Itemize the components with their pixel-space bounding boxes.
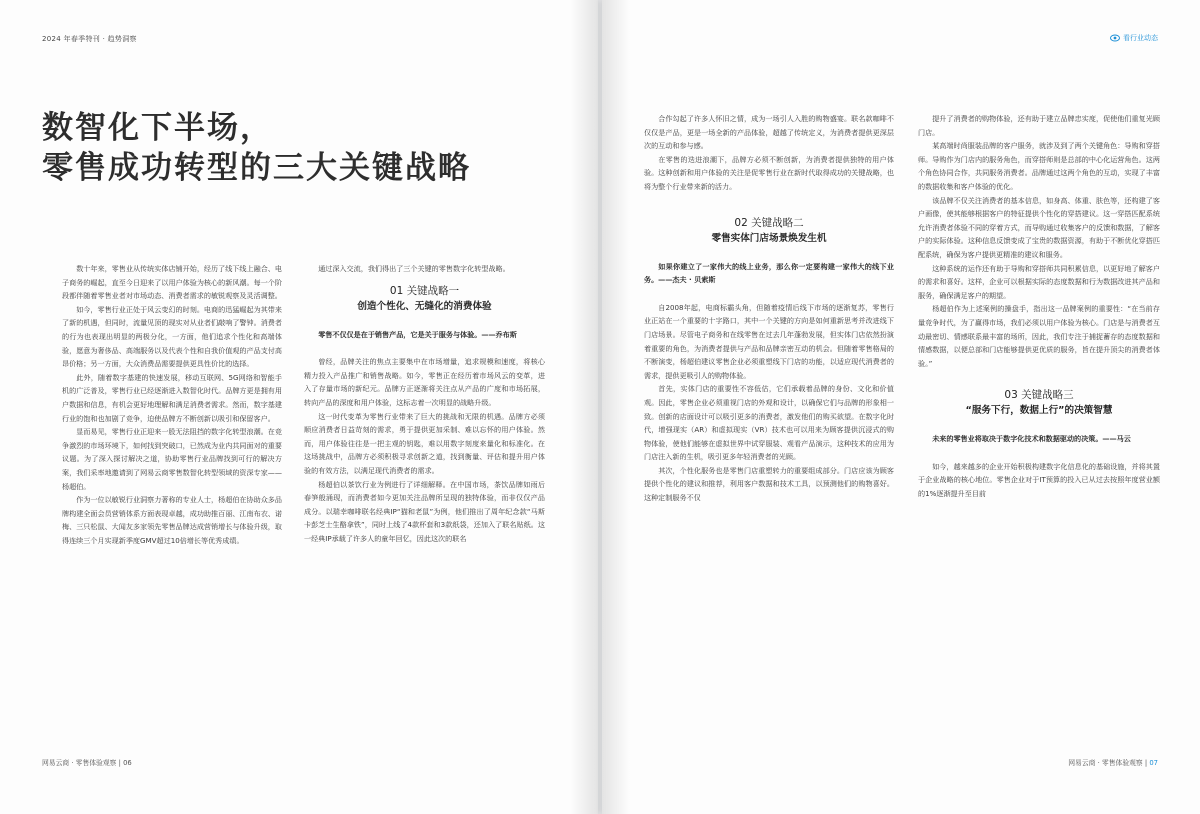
section-name: 零售实体门店场景焕发生机: [711, 232, 827, 244]
paragraph: 显而易见，零售行业正迎来一股无法阻挡的数字化转型浪潮。在竞争激烈的市场环境下，如何找到突破口，已然成为业内共同面对的重要议题。为了深入探讨解决之道，协助零售行业品牌找到可行的解决方案，我们采率地邀请到了网易云商零售数智化转型领域的资深专家——杨超伯。: [62, 427, 282, 491]
paragraph: 如今，零售行业正处于风云变幻的时刻。电商的迅猛崛起为其带来了新的机遇，但同时，流量见顶的现实对从业者们敲响了警钟。消费者的行为也表现出明显的两极分化，一方面，他们追求个性化和高端体验，愿意为奢侈品、高端服务以及代表个性和自我价值观的产品支付高昂价格；另一方面，大众消费品需要提供更具性价比的选择。: [62, 304, 282, 369]
page-number: 07: [1149, 759, 1158, 767]
section-number: 03 关键战略三: [1004, 389, 1074, 402]
paragraph: 此外，随着数字基建的快速发展，移动互联网、5G网络和智能手机的广泛普及，零售行业已经逐渐进入数智化时代。品牌方更是拥有用户数据和信息，有机会更好地理解和满足消费者需求。然而，数字基建行业的饱和也加剧了竞争，迫使品牌方不断创新以吸引和保留客户。: [62, 372, 282, 423]
left-column-2: [304, 262, 545, 546]
section-heading-2: [644, 216, 894, 246]
section-name: 创造个性化、无缝化的消费体验: [357, 300, 492, 312]
left-column-1: [62, 262, 282, 547]
paragraph: 提升了消费者的购物体验，还有助于建立品牌忠实度，促使他们重复光顾门店。: [918, 114, 1160, 137]
footer-separator: |: [118, 759, 124, 767]
paragraph: 曾经，品牌关注的焦点主要集中在市场增量，追求规模和速度，将核心精力投入产品推广和销售战略。如今，零售正在经历着市场风云的变革，进入了存量市场的新纪元。品牌方正逐渐将关注点从产品的广度和市场拓展，转向产品的深度和用户体验，这标志着一次明显的战略升级。: [304, 357, 545, 407]
page-footer: [1068, 757, 1158, 767]
page-number: 06: [123, 759, 132, 767]
section-name: “服务下行，数据上行”的决策智慧: [965, 405, 1113, 417]
right-column-2: [918, 112, 1160, 501]
left-page: [0, 0, 598, 814]
paragraph: 首先，实体门店的重要性不容低估，它们承载着品牌的身份、文化和价值观。因此，零售企业必须重视门店的外观和设计，以确保它们与品牌的形象相一致。创新的店面设计可以吸引更多的消费者，激发他们的购买欲望。在数字化时代，增强现实（AR）和虚拟现实（VR）技术也可以用来为顾客提供沉浸式的购物体验，使他们能够在虚拟世界中试穿服装、观看产品演示，这种技术的应用为门店注入新的生机，吸引更多年轻消费者的光顾。: [644, 384, 894, 462]
page-footer: [42, 757, 132, 767]
pull-quote: 如果你建立了一家伟大的线上业务，那么你一定要构建一家伟大的线下业务。——杰夫 · 贝索斯: [644, 261, 894, 285]
issue-header: 2024 年春季特刊 · 趋势洞察: [42, 35, 137, 43]
paragraph: 自2008年起，电商标霸头角，但随着疫情后线下市场的逐渐复苏，零售行业正站在一个重要的十字路口，其中一个关键的方向是如何重新思考并改进线下门店场景。尽管电子商务和在线零售在过去几年蓬勃发展，但实体门店依然扮演着重要的角色，为消费者提供与产品和品牌亲密互动的机会。但随着零售格局的不断演变，杨超伯建议零售企业必须重塑线下门店的功能，以适应现代消费者的需求，提供更吸引人的购物体验。: [644, 302, 894, 380]
title-line-2: 零售成功转型的三大关键战略: [42, 150, 471, 186]
paragraph: 该品牌不仅关注消费者的基本信息，如身高、体重、肤色等，还构建了客户画像，使其能够根据客户的特征提供个性化的穿搭建议。这一穿搭匹配系统允许消费者体验不同的穿着方式，而导购通过收集客户的反馈和数据，了解客户的实际体验。这种信息反馈变成了宝贵的数据资源，有助于不断优化穿搭匹配系统，确保为客户提供更精准的建议和服务。: [918, 195, 1160, 259]
footer-publication: 网易云商 · 零售体验观察: [1068, 759, 1143, 767]
section-tag: [1110, 33, 1158, 43]
section-number: 01 关键战略一: [389, 284, 460, 297]
paragraph: 某高端时尚服装品牌的客户服务，就涉及到了两个关键角色：导购和穿搭师。导购作为门店内的服务角色，而穿搭师则是总部的中心化运营角色。这两个角色协同合作，共同服务消费者。品牌通过这两个角色的互动，实现了丰富的数据收集和客户体验的优化。: [918, 141, 1160, 191]
paragraph: 这一时代变革为零售行业带来了巨大的挑战和无限的机遇。品牌方必须顺应消费者日益苛刻的需求，勇于提供更加采制、难以忘怀的用户体验。然而，用户体验往往是一把主观的钥匙，难以用数字刻度来量化和标准化。在这场挑战中，品牌方必须积极寻求创新之道，找到衡量、评估和提升用户体验的有效方法，以满足现代消费者的需求。: [304, 411, 545, 475]
pull-quote: 未来的零售业将取决于数字化技术和数据驱动的决策。——马云: [932, 434, 1131, 444]
section-tag-label: 看行业动态: [1123, 34, 1158, 42]
section-number: 02 关键战略二: [734, 216, 804, 229]
paragraph: 这种系统的运作还有助于导购和穿搭师共同积累信息，以更好地了解客户的需求和喜好。这样，企业可以根据实际的态度数据和行为数据改进其产品和服务，确保满足客户的期望。: [918, 263, 1160, 300]
section-heading-3: [918, 388, 1160, 418]
footer-separator: |: [1144, 759, 1150, 767]
paragraph: 杨超伯作为上述案例的操盘手，指出这一品牌案例的重要性：“在当前存量竞争时代，为了赢得市场，我们必须以用户体验为核心。门店是与消费者互动最密切、情感联系最丰富的场所，因此，我们专注于捕捉蓄存的态度数据和情感数据，以便总部和门店能够提供更优质的服务，旨在提升顶尖的消费者体验。”: [918, 304, 1160, 368]
article-title: [42, 108, 471, 188]
paragraph: 合作勾起了许多人怀旧之情，成为一场引人入胜的购物盛宴。联名款咖啡不仅仅是产品，更是一场全新的产品体验，超越了传统定义，为消费者提供更深层次的互动和参与感。: [644, 114, 894, 151]
paragraph: 通过深入交流，我们得出了三个关键的零售数字化转型战略。: [318, 264, 510, 273]
paragraph: 如今，越来越多的企业开始积极构建数字化信息化的基础设施，并将其置于企业战略的核心地位。零售企业对于IT预算的投入已从过去按照年度营业额的1%逐渐提升至目前: [918, 461, 1160, 499]
gutter-shadow: [570, 0, 598, 814]
paragraph: 其次，个性化服务也是零售门店重塑转力的重要组成部分。门店应该为顾客提供个性化的建议和推荐，利用客户数据和技术工具，以预测他们的购物喜好。这种定制服务不仅: [644, 465, 894, 503]
paragraph: 在零售的迭进浪潮下，品牌方必须不断创新，为消费者提供独特的用户体验。这种创新和用户体验的关注是促零售行业在新时代取得成功的关键战略，也将为整个行业带来新的活力。: [644, 154, 894, 191]
paragraph: 作为一位以敏锐行业洞察力著称的专业人士，杨超伯在协助众多品牌构建全面会员营销体系方面表现卓越，成功助推百丽、江南布衣、诺梅、三只松鼠、大闻友多家领先零售品牌达成营销增长与体验升级，取得连续三个月实现新季度GMV超过10倍增长等优秀成绩。: [62, 495, 282, 545]
paragraph: 数十年来，零售业从传统实体店铺开始，经历了线下线上融合、电子商务的崛起，直至今日迎来了以用户体验为核心的新风潮。每一个阶段都伴随着零售业者对市场动态、消费者需求的敏锐观察及灵活调整。: [62, 264, 282, 301]
title-line-1: 数智化下半场，: [42, 110, 273, 146]
right-page: [602, 0, 1200, 814]
pull-quote: 零售不仅仅是在于销售产品，它是关于服务与体验。——乔布斯: [318, 329, 517, 339]
right-column-1: [644, 112, 894, 505]
gutter-shadow: [602, 0, 630, 814]
footer-publication: 网易云商 · 零售体验观察: [42, 759, 117, 767]
paragraph: 杨超伯以茶饮行业为例进行了详细解释。在中国市场，茶饮品牌如雨后春笋般涌现，而消费者如今更加关注品牌所呈现的独特体验，而非仅仅产品成分。以瑞幸咖啡联名经典IP“猫和老鼠”为例，他们推出了周年纪念款“马斯卡彭芝士生酪拿铁”，同时上线了4款杯套和3款纸袋，还加入了联名贴纸。这一经典IP承载了许多人的童年回忆，因此这次的联名: [304, 479, 545, 543]
section-heading-1: [304, 284, 545, 314]
eye-icon: [1110, 34, 1120, 42]
